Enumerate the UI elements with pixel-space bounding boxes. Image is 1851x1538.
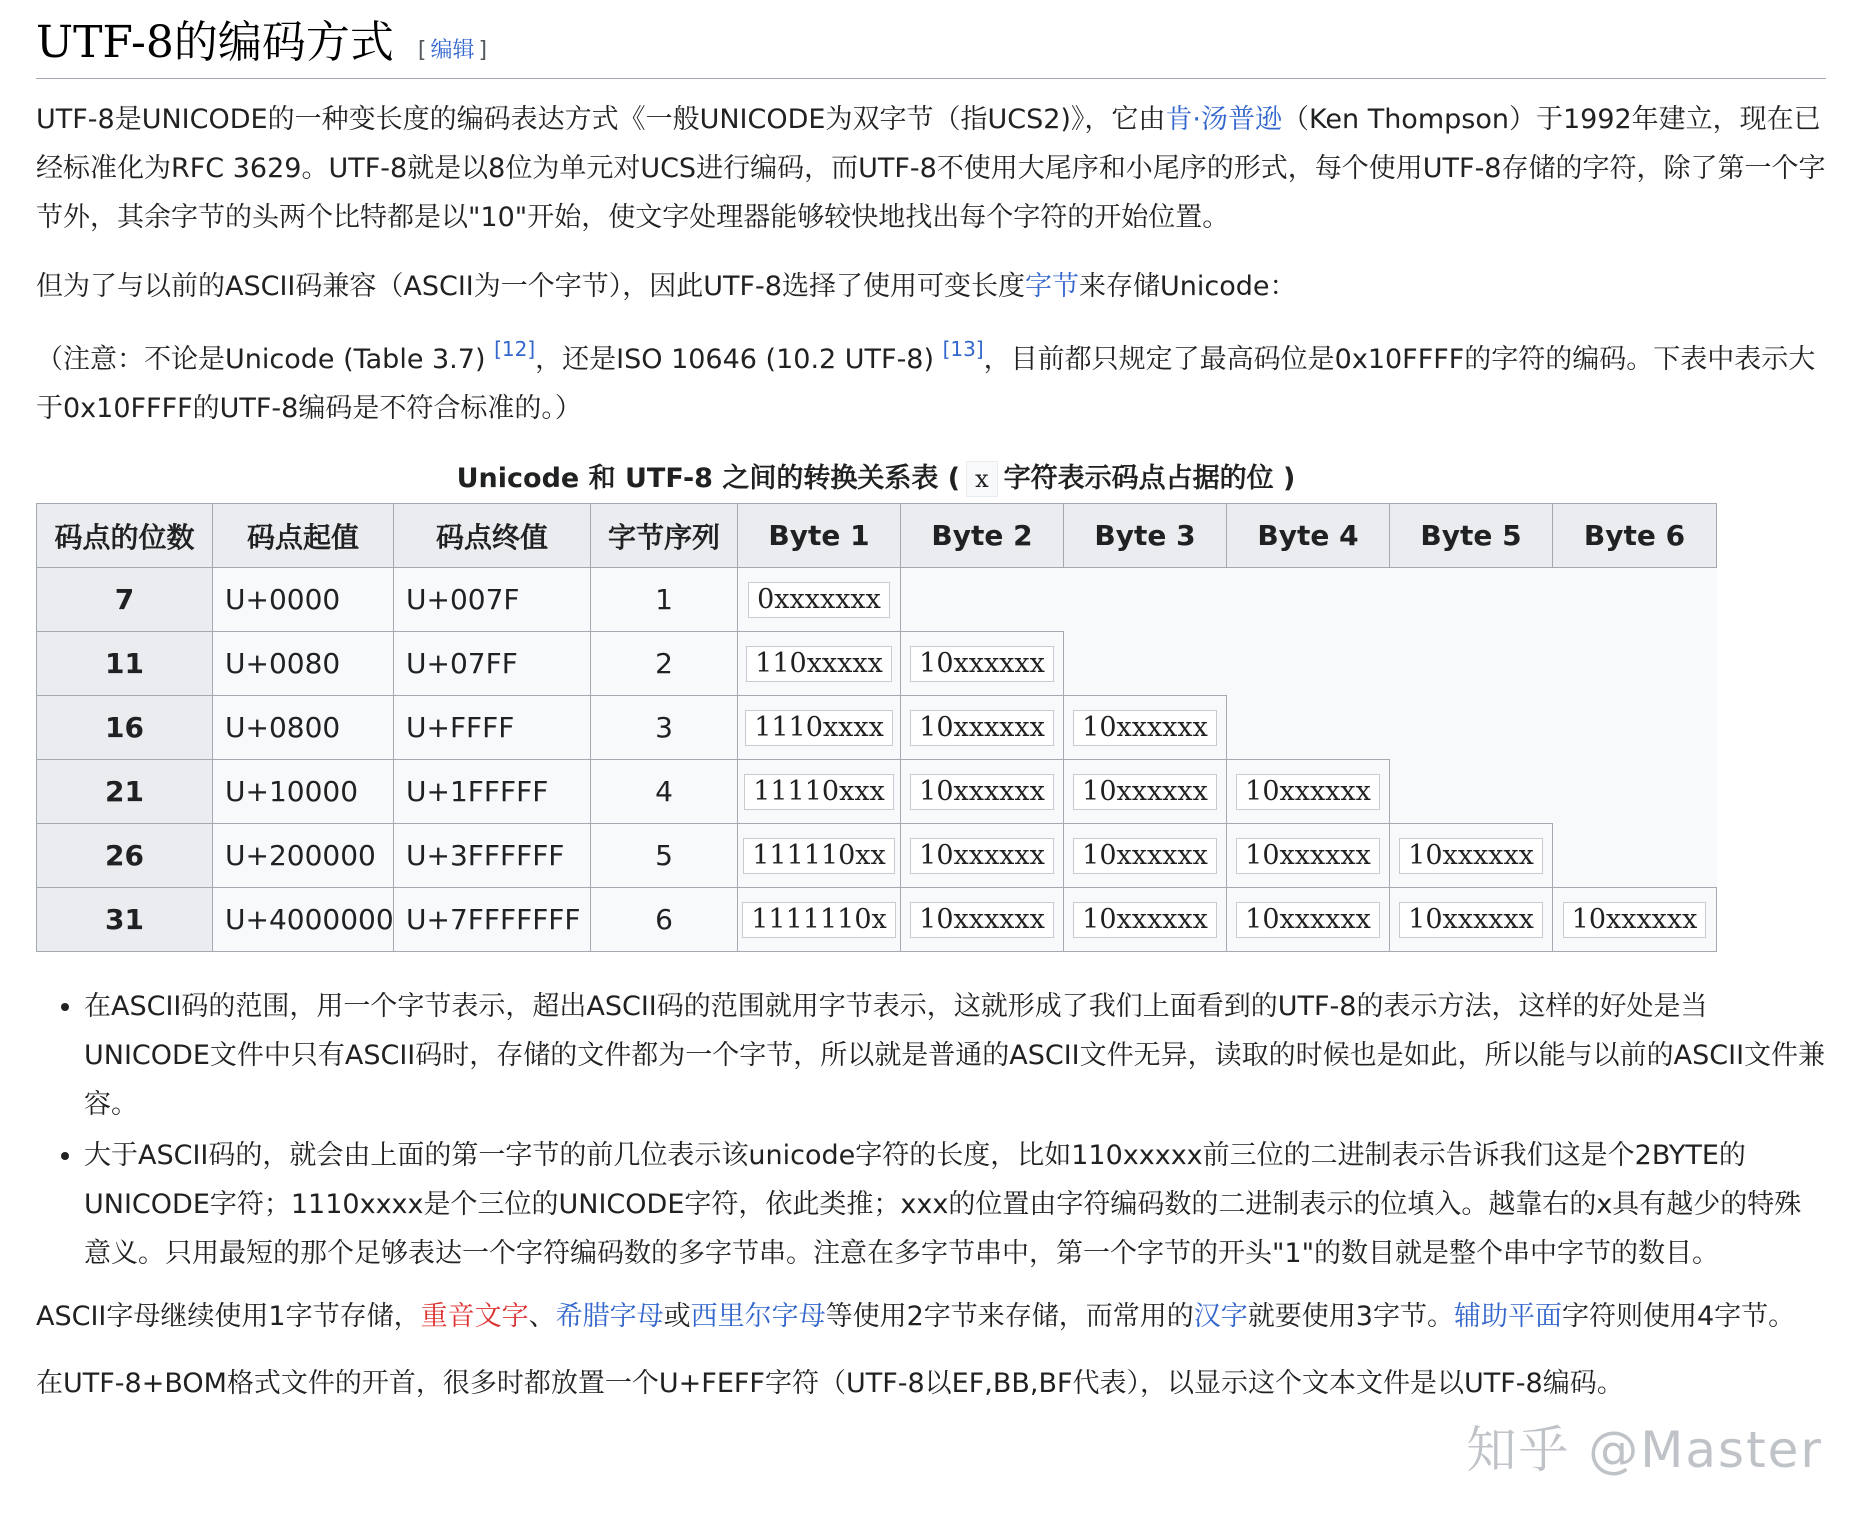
edit-section bbox=[418, 33, 487, 64]
byte-code: 0xxxxxxx bbox=[748, 582, 890, 618]
cell-empty bbox=[1390, 760, 1717, 824]
cell-byte bbox=[1227, 888, 1390, 952]
caption-text: 字符表示码点占据的位 ) bbox=[1003, 463, 1296, 494]
cell-byte bbox=[1064, 888, 1227, 952]
row-header-bits: 7 bbox=[37, 568, 213, 632]
paragraph-bom bbox=[36, 1359, 1826, 1408]
col-header-bits: 码点的位数 bbox=[37, 504, 213, 568]
text: 、 bbox=[528, 1301, 556, 1332]
cell-seq: 1 bbox=[591, 568, 738, 632]
section-heading bbox=[36, 0, 1826, 79]
edit-link[interactable]: 编辑 bbox=[430, 38, 475, 63]
cell-byte bbox=[1227, 760, 1390, 824]
byte-code: 10xxxxxx bbox=[1563, 902, 1707, 938]
byte-code: 10xxxxxx bbox=[1073, 838, 1217, 874]
cell-seq: 4 bbox=[591, 760, 738, 824]
byte-code: 10xxxxxx bbox=[1236, 774, 1380, 810]
byte-code: 10xxxxxx bbox=[910, 646, 1054, 682]
cell-start: U+0000 bbox=[213, 568, 394, 632]
col-header-seq: 字节序列 bbox=[591, 504, 738, 568]
byte-code: 10xxxxxx bbox=[910, 710, 1054, 746]
row-header-bits: 31 bbox=[37, 888, 213, 952]
cell-seq: 6 bbox=[591, 888, 738, 952]
text: 就要使用3字节。 bbox=[1247, 1301, 1454, 1332]
edit-bracket-left: [ bbox=[417, 38, 427, 63]
cell-end: U+3FFFFFF bbox=[394, 824, 591, 888]
byte-code: 10xxxxxx bbox=[1073, 710, 1217, 746]
text: 在UTF-8+BOM格式文件的开首，很多时都放置一个U+FEFF字符（UTF-8以EF,BB,BF代表），以显示这个文本文件是以UTF-8编码。 bbox=[36, 1368, 1624, 1399]
row-header-bits: 11 bbox=[37, 632, 213, 696]
cell-empty bbox=[1064, 632, 1717, 696]
table-row bbox=[37, 888, 1717, 952]
cell-byte bbox=[1064, 760, 1227, 824]
list-item: • 大于ASCII码的，就会由上面的第一字节的前几位表示该unicode字符的长度，比如110xxxxx前三位的二进制表示告诉我们这是个2BYTE的UNICODE字符；1110xxxx是个三位的UNICODE字符，依此类推；xxx的位置由字符编码数的二进制表示的位填入。越靠右的x具有越少的特殊意义。只用最短的那个足够表达一个字符编码数的多字节串。注意在多字节串中，第一个字节的开头"1"的数目就是整个串中字节的数目。 bbox=[84, 1131, 1826, 1278]
row-header-bits: 16 bbox=[37, 696, 213, 760]
text: ，目前都只规定了最高码位是0x10FFFF的字符的编码。下表中表示大于0x10FFFF的UTF-8编码是不符合标准的。） bbox=[36, 344, 1816, 424]
cell-byte bbox=[1064, 696, 1227, 760]
byte-code: 1110xxxx bbox=[745, 710, 893, 746]
section-title: UTF-8的编码方式 bbox=[36, 17, 394, 68]
table-row bbox=[37, 824, 1717, 888]
link-chinese-characters[interactable]: 汉字 bbox=[1193, 1301, 1248, 1332]
article-content bbox=[36, 0, 1826, 1408]
link-ken-thompson[interactable]: 肯·汤普逊 bbox=[1165, 104, 1283, 135]
cell-byte bbox=[901, 632, 1064, 696]
row-header-bits: 21 bbox=[37, 760, 213, 824]
table-row bbox=[37, 696, 1717, 760]
col-header-byte4: Byte 4 bbox=[1227, 504, 1390, 568]
cell-byte bbox=[1390, 824, 1553, 888]
paragraph-ascii-compat bbox=[36, 262, 1826, 311]
table-header-row bbox=[37, 504, 1717, 568]
cell-start: U+0800 bbox=[213, 696, 394, 760]
bullet-list bbox=[36, 982, 1826, 1278]
cell-empty bbox=[901, 568, 1717, 632]
cell-end: U+7FFFFFFF bbox=[394, 888, 591, 952]
text: ，还是ISO 10646 (10.2 UTF-8) bbox=[535, 344, 943, 375]
watermark: 知乎 @Master bbox=[1466, 1421, 1823, 1479]
byte-code: 111110xx bbox=[743, 838, 895, 874]
cell-byte bbox=[738, 568, 901, 632]
text: 字符则使用4字节。 bbox=[1561, 1301, 1796, 1332]
byte-code: 10xxxxxx bbox=[1236, 902, 1380, 938]
table-row bbox=[37, 760, 1717, 824]
col-header-byte1: Byte 1 bbox=[738, 504, 901, 568]
byte-code: 10xxxxxx bbox=[1073, 774, 1217, 810]
text: ASCII字母继续使用1字节存储， bbox=[36, 1301, 421, 1332]
byte-code: 10xxxxxx bbox=[1399, 838, 1543, 874]
table-row bbox=[37, 568, 1717, 632]
cell-start: U+4000000 bbox=[213, 888, 394, 952]
text: 或 bbox=[663, 1301, 691, 1332]
byte-code: 10xxxxxx bbox=[910, 774, 1054, 810]
cell-seq: 5 bbox=[591, 824, 738, 888]
col-header-end: 码点终值 bbox=[394, 504, 591, 568]
cell-seq: 2 bbox=[591, 632, 738, 696]
cell-empty bbox=[1227, 696, 1717, 760]
row-header-bits: 26 bbox=[37, 824, 213, 888]
reference-13 bbox=[943, 337, 984, 361]
cell-byte bbox=[1553, 888, 1717, 952]
byte-code: 10xxxxxx bbox=[910, 838, 1054, 874]
list-item: • 在ASCII码的范围，用一个字节表示，超出ASCII码的范围就用字节表示，这就形成了我们上面看到的UTF-8的表示方法，这样的好处是当UNICODE文件中只有ASCII码时，存储的文件都为一个字节，所以就是普通的ASCII文件无异，读取的时候也是如此，所以能与以前的ASCII文件兼容。 bbox=[84, 982, 1826, 1129]
cell-end: U+FFFF bbox=[394, 696, 591, 760]
cell-byte bbox=[901, 696, 1064, 760]
byte-code: 10xxxxxx bbox=[1073, 902, 1217, 938]
caption-x-code: x bbox=[966, 461, 998, 497]
cell-end: U+1FFFFF bbox=[394, 760, 591, 824]
text: 但为了与以前的ASCII码兼容（ASCII为一个字节），因此UTF-8选择了使用可变长度 bbox=[36, 271, 1025, 302]
cell-empty bbox=[1553, 824, 1717, 888]
text: 等使用2字节来存储，而常用的 bbox=[825, 1301, 1194, 1332]
reference-12 bbox=[494, 337, 535, 361]
link-accented-letters[interactable]: 重音文字 bbox=[420, 1301, 529, 1332]
cell-start: U+0080 bbox=[213, 632, 394, 696]
text: （Ken Thompson）于1992年建立，现在已经标准化为RFC 3629。UTF-8就是以8位为单元对UCS进行编码，而UTF-8不使用大尾序和小尾序的形式，每个使用UTF-8存储的字符，除了第一个字节外，其余字节的头两个比特都是以"10"开始，使文字处理器能够较快地找出每个字符的开始位置。 bbox=[36, 104, 1826, 233]
cell-start: U+200000 bbox=[213, 824, 394, 888]
cell-byte bbox=[738, 696, 901, 760]
link-greek-alphabet[interactable]: 希腊字母 bbox=[555, 1301, 664, 1332]
col-header-byte6: Byte 6 bbox=[1553, 504, 1717, 568]
conversion-table bbox=[36, 503, 1717, 952]
ref-link-13[interactable]: [13] bbox=[942, 337, 984, 361]
cell-byte bbox=[1227, 824, 1390, 888]
byte-code: 110xxxxx bbox=[746, 646, 892, 682]
col-header-byte5: Byte 5 bbox=[1390, 504, 1553, 568]
cell-byte bbox=[738, 888, 901, 952]
col-header-start: 码点起值 bbox=[213, 504, 394, 568]
cell-byte bbox=[901, 888, 1064, 952]
table-row bbox=[37, 632, 1717, 696]
col-header-byte2: Byte 2 bbox=[901, 504, 1064, 568]
cell-byte bbox=[1390, 888, 1553, 952]
paragraph-note bbox=[36, 335, 1826, 433]
caption-text: Unicode 和 UTF-8 之间的转换关系表 ( bbox=[456, 463, 961, 494]
byte-code: 10xxxxxx bbox=[1399, 902, 1543, 938]
edit-bracket-right: ] bbox=[478, 38, 488, 63]
byte-code: 10xxxxxx bbox=[1236, 838, 1380, 874]
ref-link-12[interactable]: [12] bbox=[494, 337, 536, 361]
byte-code: 10xxxxxx bbox=[910, 902, 1054, 938]
cell-seq: 3 bbox=[591, 696, 738, 760]
cell-byte bbox=[901, 824, 1064, 888]
cell-byte bbox=[901, 760, 1064, 824]
text: （注意：不论是Unicode (Table 3.7) bbox=[36, 344, 495, 375]
text: 来存储Unicode： bbox=[1078, 271, 1297, 302]
cell-byte bbox=[738, 632, 901, 696]
cell-end: U+007F bbox=[394, 568, 591, 632]
table-caption bbox=[36, 455, 1716, 503]
link-supplementary-plane[interactable]: 辅助平面 bbox=[1453, 1301, 1562, 1332]
byte-code: 1111110x bbox=[742, 902, 895, 938]
link-byte[interactable]: 字节 bbox=[1024, 271, 1079, 302]
cell-end: U+07FF bbox=[394, 632, 591, 696]
cell-byte bbox=[738, 824, 901, 888]
byte-code: 11110xxx bbox=[744, 774, 894, 810]
cell-start: U+10000 bbox=[213, 760, 394, 824]
paragraph-intro bbox=[36, 95, 1826, 242]
link-cyrillic-alphabet[interactable]: 西里尔字母 bbox=[690, 1301, 826, 1332]
cell-byte bbox=[738, 760, 901, 824]
cell-byte bbox=[1064, 824, 1227, 888]
paragraph-byte-usage bbox=[36, 1292, 1826, 1341]
col-header-byte3: Byte 3 bbox=[1064, 504, 1227, 568]
text: UTF-8是UNICODE的一种变长度的编码表达方式《一般UNICODE为双字节（指UCS2)》，它由 bbox=[36, 104, 1166, 135]
